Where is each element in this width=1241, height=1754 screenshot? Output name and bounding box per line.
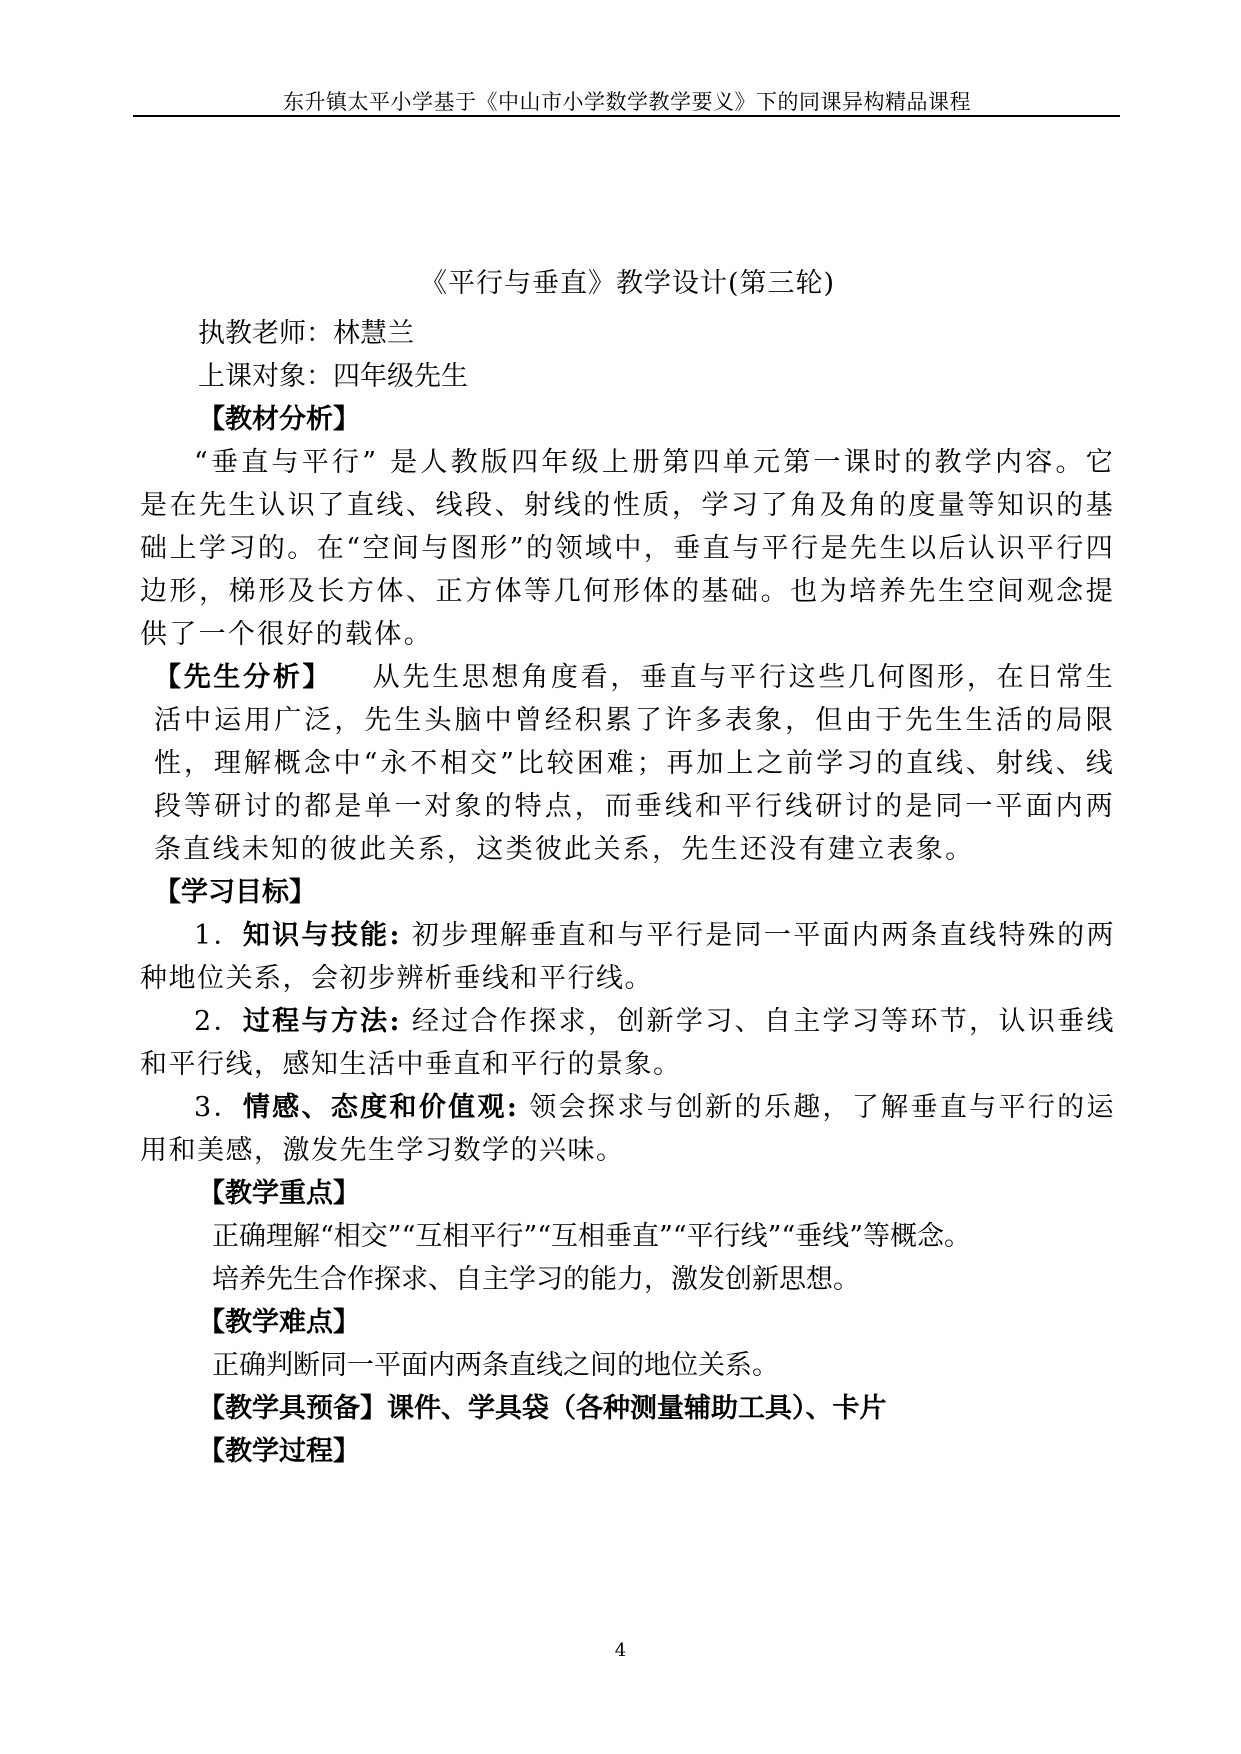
student-analysis-paragraph: [140, 656, 1115, 871]
document-body: [140, 262, 1115, 1473]
teaching-prep-line: 【教学具预备】课件、学具袋（各种测量辅助工具）、卡片: [198, 1393, 887, 1424]
goal-number: 1．: [194, 920, 243, 951]
running-header: 东升镇太平小学基于《中山市小学数学教学要义》下的同课异构精品课程: [283, 90, 971, 114]
goal-label: 知识与技能:: [242, 920, 401, 951]
key-point-line: 培养先生合作探求、自主学习的能力，激发创新思想。: [212, 1264, 860, 1295]
goal-label: 情感、态度和价值观:: [242, 1092, 519, 1123]
goal-number: 3．: [194, 1092, 243, 1123]
goals-heading: 【学习目标】: [154, 877, 316, 908]
page-number: 4: [614, 1640, 627, 1661]
audience-line: 上课对象：四年级先生: [198, 361, 468, 392]
difficulty-text: 正确判断同一平面内两条直线之间的地位关系。: [212, 1350, 779, 1381]
teacher-line: 执教老师：林慧兰: [198, 318, 414, 349]
material-analysis-text: “垂直与平行” 是人教版四年级上册第四单元第一课时的教学内容。它是在先生认识了直线、线段、射线的性质，学习了角及角的度量等知识的基础上学习的。在“空间与图形”的领域中，垂直与平行是先生以后认识平行四边形，梯形及长方体、正方体等几何形体的基础。也为培养先生空间观念提供了一个很好的载体。: [140, 447, 1115, 650]
difficulty-heading: 【教学难点】: [198, 1307, 360, 1338]
goal-item: [140, 1086, 1115, 1172]
student-analysis-heading: 【先生分析】: [154, 662, 333, 693]
goal-text: 经过合作探求，创新学习、自主学习等环节，认识垂线和平行线，感知生活中垂直和平行的景象。: [140, 1006, 1115, 1080]
header-rule: [133, 115, 1120, 117]
goal-item: [140, 1000, 1115, 1086]
goal-text: 领会探求与创新的乐趣，了解垂直与平行的运用和美感，激发先生学习数学的兴味。: [140, 1092, 1116, 1166]
goal-label: 过程与方法:: [242, 1006, 401, 1037]
document-title: 《平行与垂直》教学设计(第三轮): [419, 268, 836, 299]
goal-text: 初步理解垂直和与平行是同一平面内两条直线特殊的两种地位关系，会初步辨析垂线和平行线。: [140, 920, 1115, 994]
student-analysis-text: 从先生思想角度看，垂直与平行这些几何图形，在日常生活中运用广泛，先生头脑中曾经积累了许多表象，但由于先生生活的局限性，理解概念中“永不相交”比较困难；再加上之前学习的直线、射线、线段等研讨的都是单一对象的特点，而垂线和平行线研讨的是同一平面内两条直线未知的彼此关系，这类彼此关系，先生还没有建立表象。: [154, 662, 1115, 865]
goal-number: 2．: [194, 1006, 243, 1037]
material-analysis-heading: 【教材分析】: [198, 404, 360, 435]
goal-item: [140, 914, 1115, 1000]
key-point-line: 正确理解“相交”“互相平行”“互相垂直”“平行线”“垂线”等概念。: [212, 1221, 972, 1252]
teaching-process-heading: 【教学过程】: [198, 1436, 360, 1467]
key-points-heading: 【教学重点】: [198, 1178, 360, 1209]
